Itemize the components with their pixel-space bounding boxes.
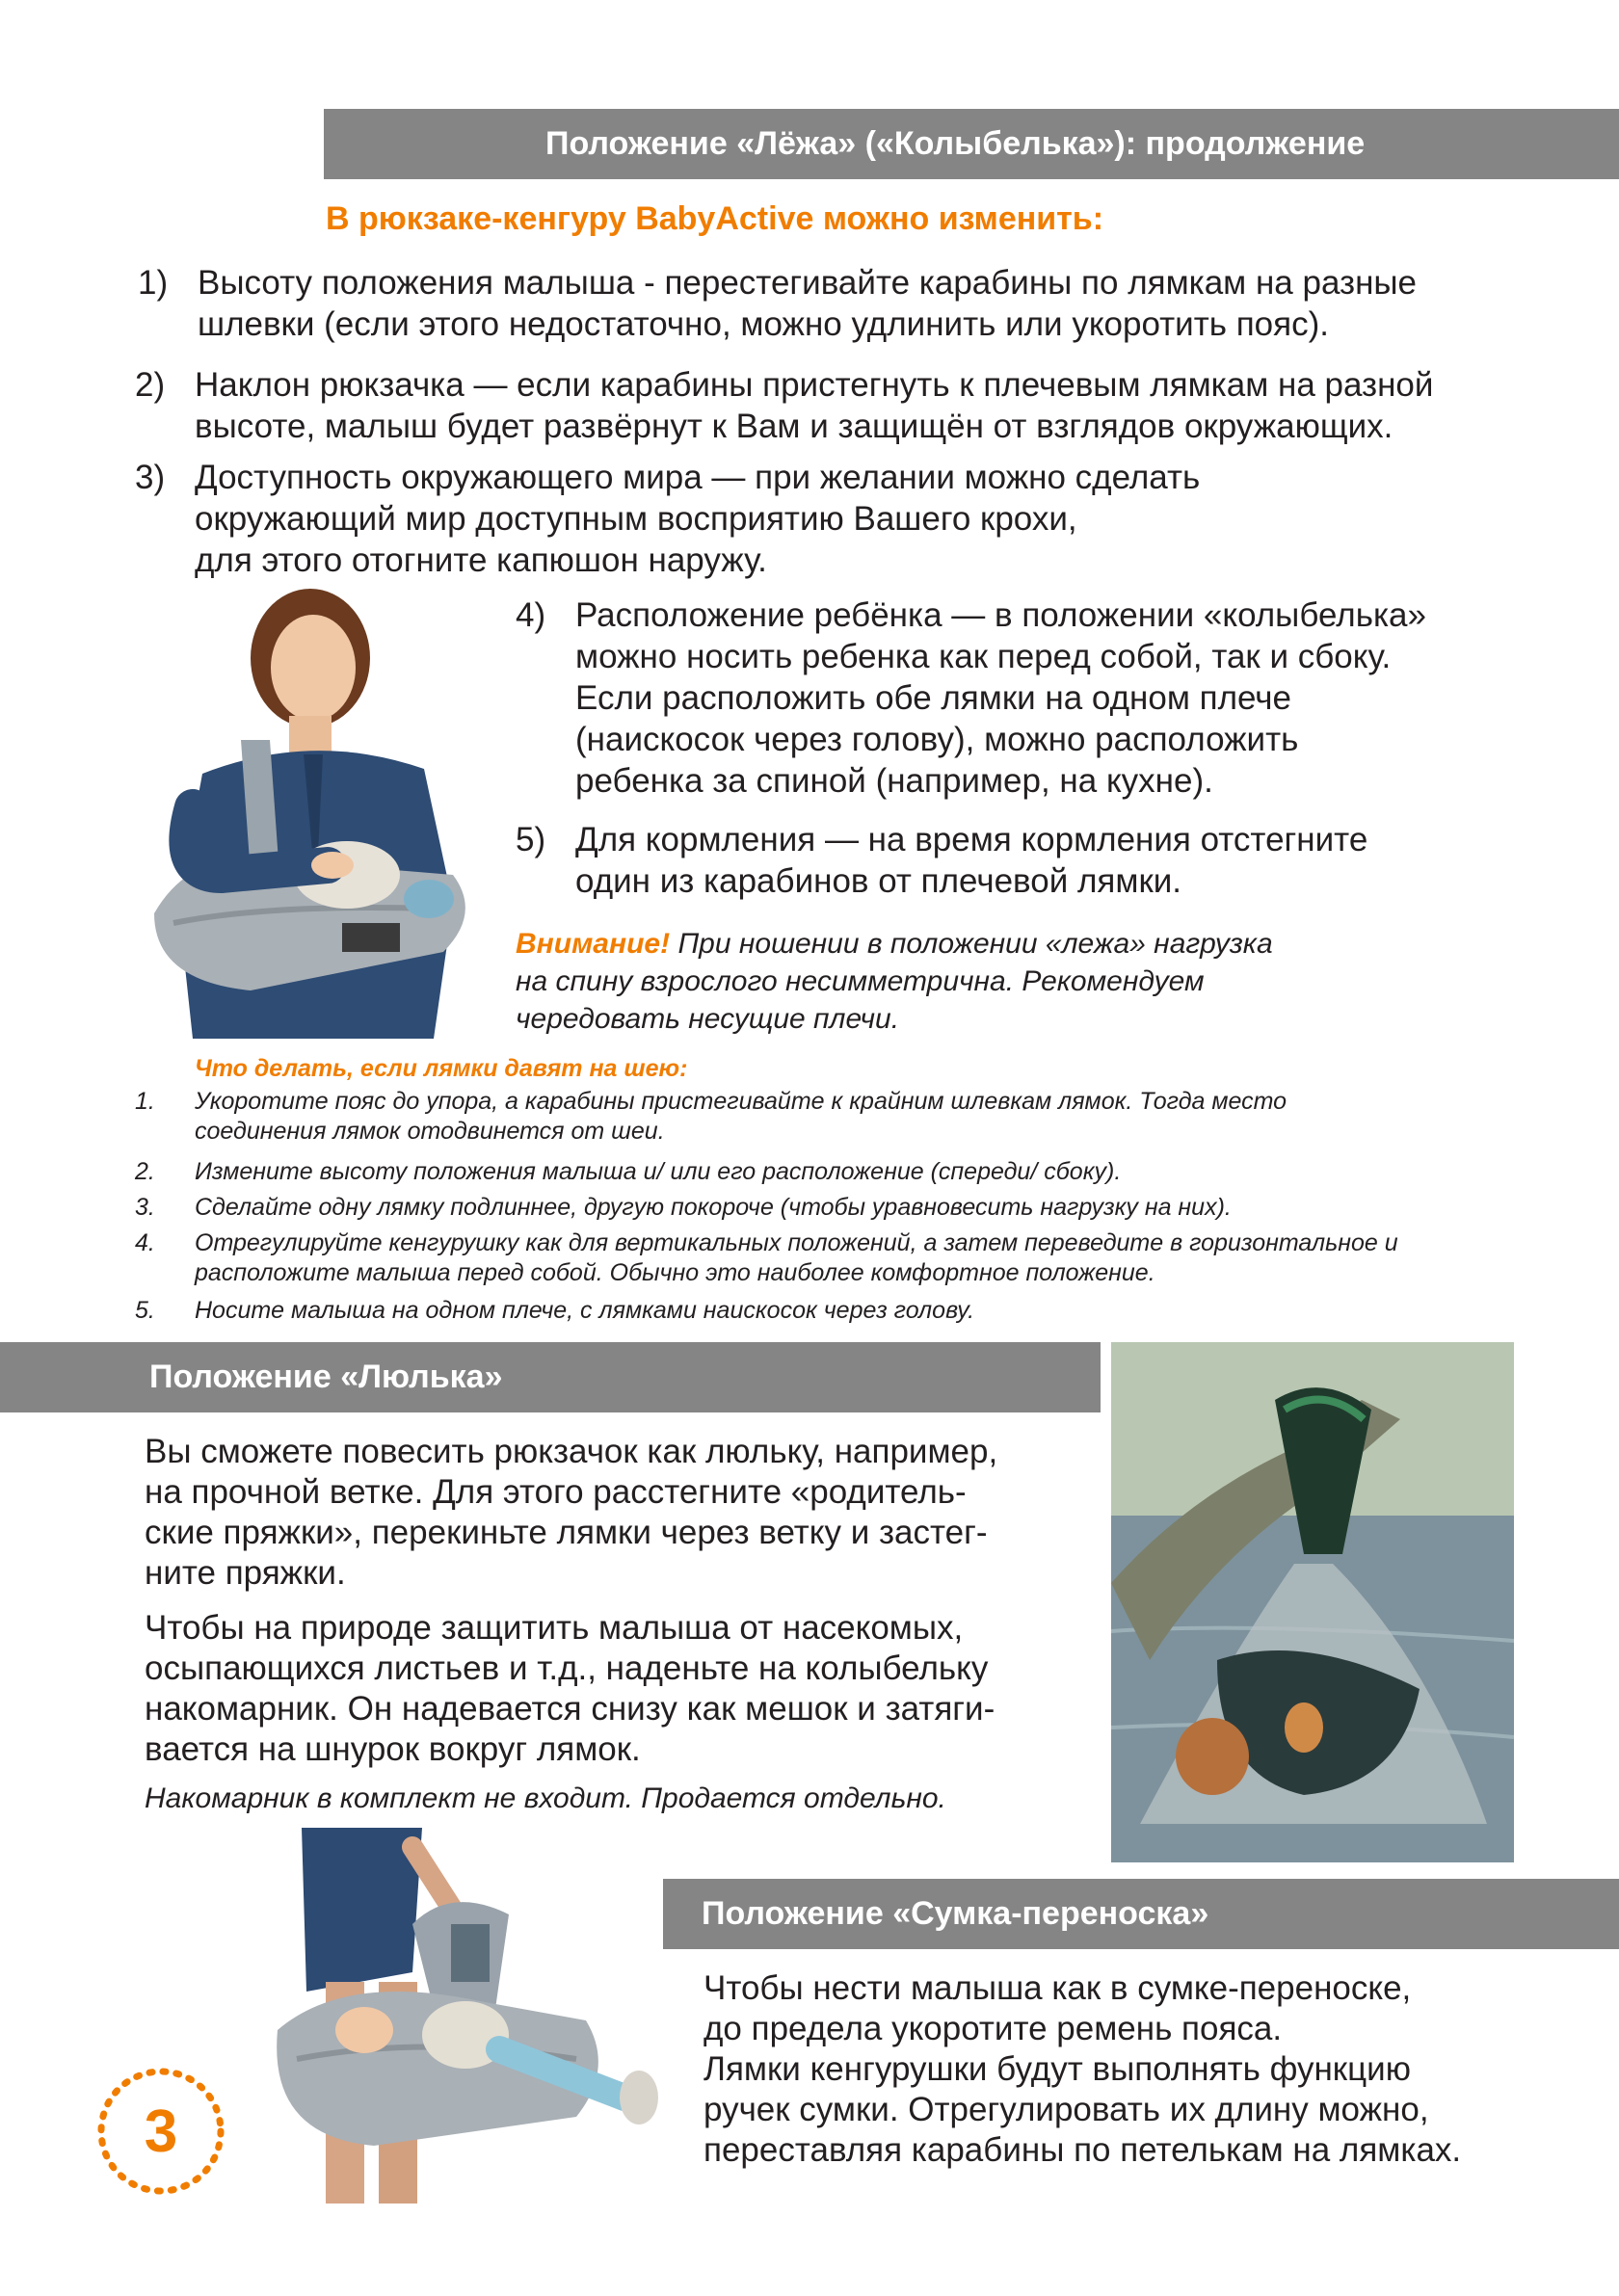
list-item: 5) Для кормления — на время кормления отстегните один из карабинов от плечевой лямки. (516, 821, 1368, 900)
page-number-badge (94, 2065, 227, 2198)
section-title-lying: Положение «Лёжа» («Колыбелька»): продолжение (545, 125, 1366, 162)
photo-cradle-hanging (1111, 1342, 1514, 1862)
page-number: 3 (144, 2098, 178, 2165)
warning-note: Внимание! При ношении в положении «лежа» нагрузка на спину взрослого несимметрична. Рекомендуем чередовать несущие плечи. (516, 928, 1273, 1035)
warning-label: Внимание! (516, 928, 671, 960)
section-title-cradle: Положение «Люлька» (149, 1359, 503, 1395)
section-header-cradle (0, 1342, 1101, 1412)
net-note: Накомарник в комплект не входит. Продается отдельно. (145, 1782, 946, 1814)
photo-woman-carrier-lying (135, 586, 511, 1039)
list-item: 2) Наклон рюкзачка — если карабины пристегнуть к плечевым лямкам на разной высоте, малыш будет развёрнут к Вам и защищён от взглядов окружающих. (135, 366, 1434, 445)
list-item: 1) Высоту положения малыша - перестегивайте карабины по лямкам на разные шлевки (если этого недостаточно, можно удлинить или укоротить пояс). (138, 264, 1418, 343)
tips-title: Что делать, если лямки давят на шею: (195, 1055, 688, 1082)
section-title-bag: Положение «Сумка-переноска» (702, 1895, 1209, 1932)
list-item: 4) Расположение ребёнка — в положении «колыбелька» можно носить ребенка как перед собой, так и сбоку. Если расположить обе лямки на одном плече (наискосок через голову), можно расположить ребенка за спиной (например, на кухне). (516, 596, 1426, 800)
list-item: 3) Доступность окружающего мира — при желании можно сделать окружающий мир доступным восприятию Вашего крохи, для этого отогните капюшон наружу. (135, 459, 1201, 579)
bag-paragraph: Чтобы нести малыша как в сумке-переноске, до предела укоротите ремень пояса. Лямки кенгурушки будут выполнять функцию ручек сумки. Отрегулировать их длину можно, переставляя карабины по петелькам на лямках. (703, 1969, 1462, 2169)
section-header-lying (324, 109, 1619, 179)
cradle-paragraph-1: Вы сможете повесить рюкзачок как люльку, например, на прочной ветке. Для этого расстегните «родитель- ские пряжки», перекиньте лямки через ветку и застег- ните пряжки. (145, 1433, 998, 1592)
cradle-paragraph-2: Чтобы на природе защитить малыша от насекомых, осыпающихся листьев и т.д., наденьте на колыбельку накомарник. Он надевается снизу как мешок и затяги- вается на шнурок вокруг лямок. (145, 1609, 995, 1768)
section-header-bag (663, 1879, 1619, 1949)
intro-heading: В рюкзаке-кенгуру BabyActive можно изменить: (326, 200, 1104, 237)
photo-bag-carry (268, 1828, 684, 2204)
